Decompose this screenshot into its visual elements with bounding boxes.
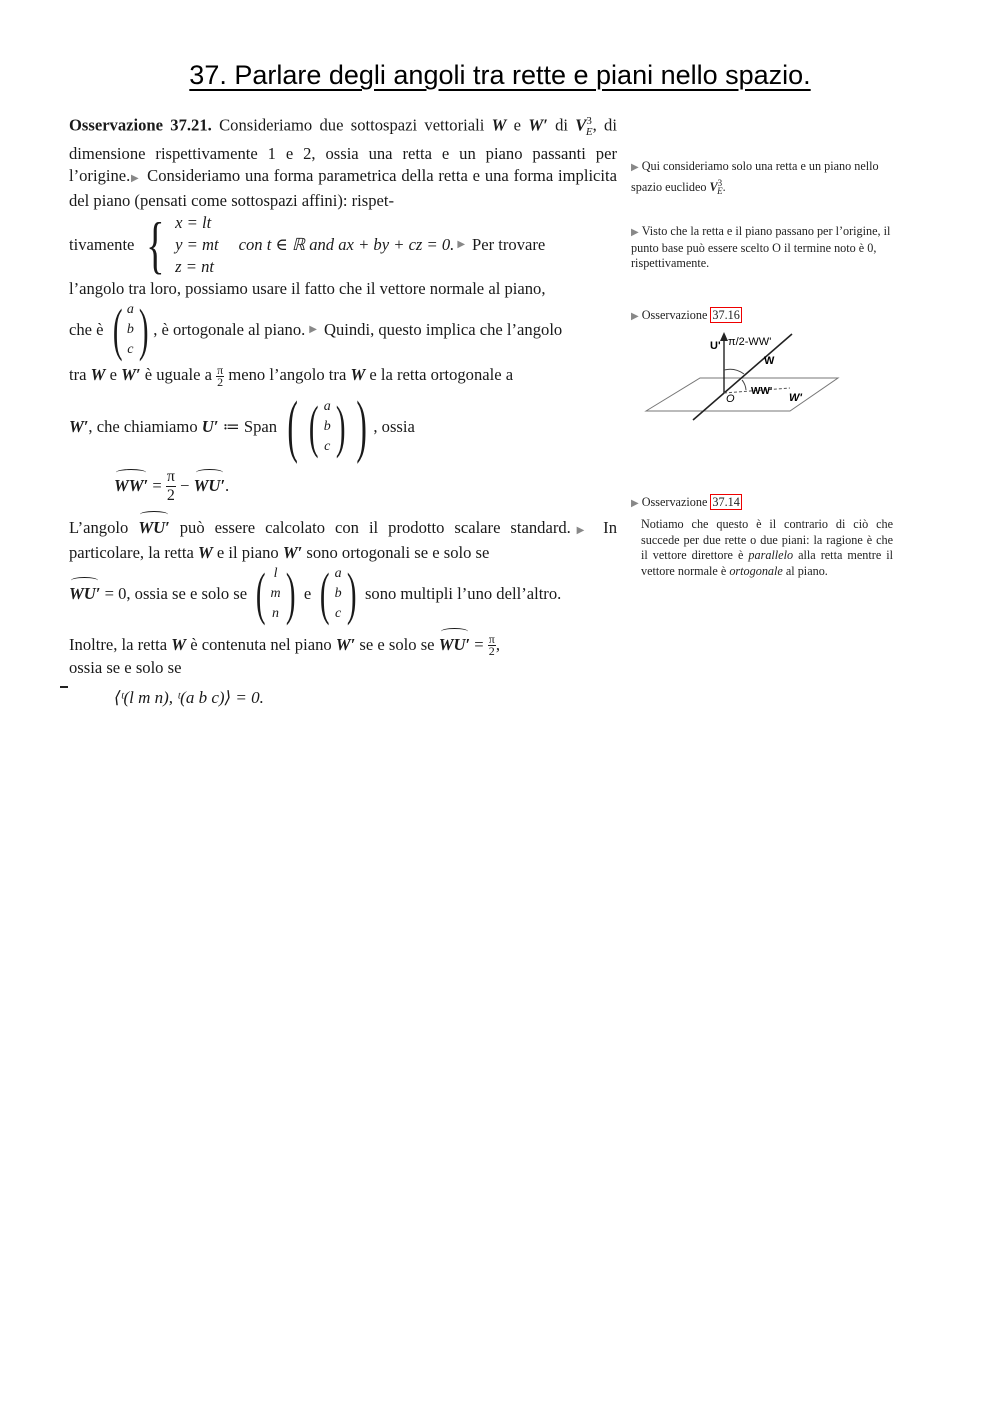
- paragraph-6: L’angolo WU′ può essere calcolato con il prodotto scalare standard.▶ In particolare, la retta W e il piano W′ sono ortogonali se e solo se: [69, 517, 617, 562]
- paragraph-1: Osservazione 37.21. Consideriamo due sottospazi vettoriali W e W′ di $V^3_E$, di dimensione rispettivamente 1 e 2, ossia una retta e un piano passanti per l’origine.▶ Consideriamo una forma parametrica della retta e una forma implicita del piano (pensati come sottospazi affini): rispet-: [69, 115, 617, 210]
- normal-vector-2: ( a b c ): [320, 560, 357, 626]
- orthogonality-condition: WU′ = 0, ossia se e solo se ( l m n ) e ( a b c ) sono multipli l’uno dell’altro.: [69, 560, 562, 626]
- span-vector: ( ( a b c ) ): [287, 387, 367, 465]
- stray-mark: [60, 686, 68, 688]
- label-u: U': [710, 340, 721, 352]
- side-note-1: ▶ Qui consideriamo solo una retta e un piano nello spazio euclideo $V^3_E$.: [631, 159, 879, 196]
- angle-arc-2: [742, 380, 746, 390]
- label-wp: W': [789, 392, 802, 404]
- normal-vector-line: che è ( a b c ) , è ortogonale al piano. ▶ Quindi, questo implica che l’angolo: [69, 296, 563, 362]
- label-w: W: [764, 355, 775, 367]
- side-note-4: ▶ Osservazione 37.14: [631, 495, 740, 509]
- angle-arc-1: [724, 369, 744, 374]
- label-o: O: [726, 393, 735, 405]
- span-definition: W′ , che chiamiamo U′ ≔ Span ( ( a b c ) ) , ossia: [69, 387, 415, 465]
- side-note-2: ▶ Visto che la retta e il piano passano per l’origine, il punto base può essere scelto O il termine noto è 0, rispettivamente.: [631, 224, 891, 270]
- angle-diagram: [640, 328, 845, 428]
- plane-shape: [646, 378, 838, 411]
- normal-arrowhead: [720, 332, 728, 341]
- side-note-5: Notiamo che questo è il contrario di ciò che succede per due rette o due piani: la ragione è che il vettore direttore è parallelo alla retta mentre il vettore normale è ortogonale al piano.: [641, 517, 894, 578]
- equation-2: ⟨ᵗ(l m n), ᵗ(a b c)⟩ = 0.: [114, 688, 264, 708]
- direction-vector: ( l m n ): [255, 560, 296, 626]
- observation-37-21: [69, 110, 617, 709]
- side-note-3: ▶ Osservazione 37.16: [631, 308, 740, 322]
- paragraph-2: l’angolo tra loro, possiamo usare il fatto che il vettore normale al piano,: [69, 278, 546, 298]
- page-title: 37. Parlare degli angoli tra rette e piani nello spazio.: [189, 60, 811, 90]
- label-angle: π/2-WW': [728, 336, 772, 348]
- paragraph-10: ossia se e solo se: [69, 658, 182, 678]
- label-ww: WW': [751, 386, 773, 397]
- paragraph-4: tra W e W′ è uguale a $\frac{\pi}{2}$ meno l’angolo tra W e la retta ortogonale a: [69, 362, 514, 389]
- reference-link-2[interactable]: 37.14: [712, 495, 740, 509]
- paragraph-9: Inoltre, la retta W è contenuta nel piano W′ se e solo se WU′ = $\frac{\pi}{2}$ ,: [69, 632, 500, 659]
- equation-1: WW′ = $\frac{\pi}{2}$ − WU′ .: [114, 467, 230, 504]
- parametric-system: tivamente { x = lt y = mt z = nt con t ∈ ℝ and ax + by + cz = 0. ▶ Per trovare: [69, 208, 546, 280]
- reference-link[interactable]: 37.16: [712, 308, 740, 322]
- normal-vector: ( a b c ): [112, 296, 149, 362]
